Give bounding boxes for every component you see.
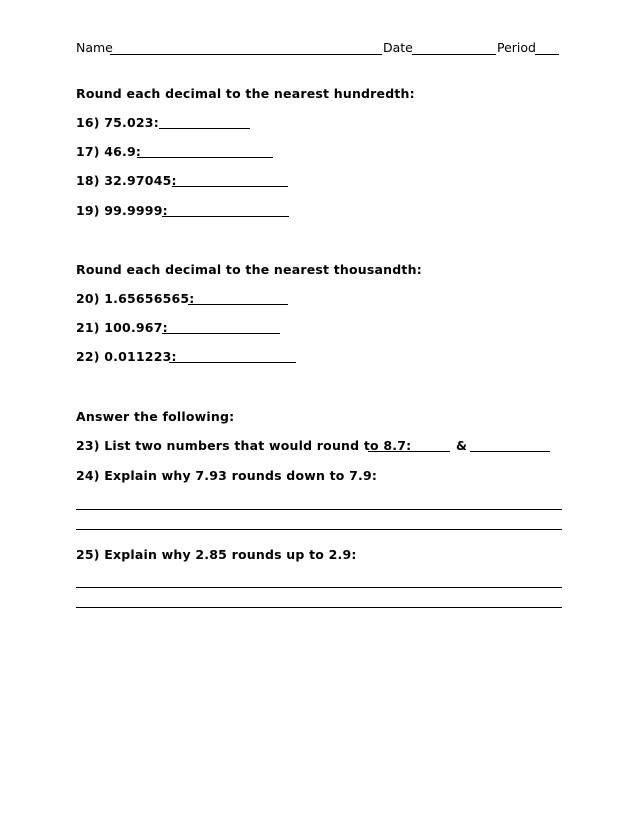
question-17-answer-line[interactable] bbox=[137, 157, 273, 158]
question-21-answer-line[interactable] bbox=[162, 333, 280, 334]
question-25-answer-line-2[interactable] bbox=[76, 607, 562, 608]
question-22-label: 22) 0.011223: bbox=[76, 349, 177, 364]
question-22-answer-line[interactable] bbox=[169, 362, 296, 363]
question-17-label: 17) 46.9: bbox=[76, 144, 142, 159]
question-19-answer-line[interactable] bbox=[162, 216, 289, 217]
question-21-label: 21) 100.967: bbox=[76, 320, 168, 335]
question-18-answer-line[interactable] bbox=[172, 186, 288, 187]
question-23-answer-line-1[interactable] bbox=[368, 451, 450, 452]
section-instruction-thousandth: Round each decimal to the nearest thousandth: bbox=[76, 262, 422, 277]
question-24-answer-line-1[interactable] bbox=[76, 509, 562, 510]
section-instruction-answer: Answer the following: bbox=[76, 409, 235, 424]
question-18-label: 18) 32.97045: bbox=[76, 173, 177, 188]
question-23-answer-line-2[interactable] bbox=[470, 451, 550, 452]
question-20-answer-line[interactable] bbox=[188, 304, 288, 305]
question-23-label: 23) List two numbers that would round to 8.7: bbox=[76, 438, 412, 453]
date-field[interactable] bbox=[412, 54, 496, 55]
question-24-answer-line-2[interactable] bbox=[76, 529, 562, 530]
section-instruction-hundredth: Round each decimal to the nearest hundredth: bbox=[76, 86, 415, 101]
question-24-label: 24) Explain why 7.93 rounds down to 7.9: bbox=[76, 468, 378, 483]
name-label: Name bbox=[76, 40, 113, 55]
name-field[interactable] bbox=[110, 54, 382, 55]
question-19-label: 19) 99.9999: bbox=[76, 203, 168, 218]
question-20-label: 20) 1.65656565: bbox=[76, 291, 195, 306]
date-label: Date bbox=[383, 40, 413, 55]
question-25-answer-line-1[interactable] bbox=[76, 587, 562, 588]
period-field[interactable] bbox=[535, 54, 559, 55]
period-label: Period bbox=[497, 40, 536, 55]
question-16-answer-line[interactable] bbox=[159, 128, 250, 129]
question-16-label: 16) 75.023: bbox=[76, 115, 159, 130]
question-25-label: 25) Explain why 2.85 rounds up to 2.9: bbox=[76, 547, 357, 562]
question-23-ampersand: & bbox=[456, 438, 468, 453]
